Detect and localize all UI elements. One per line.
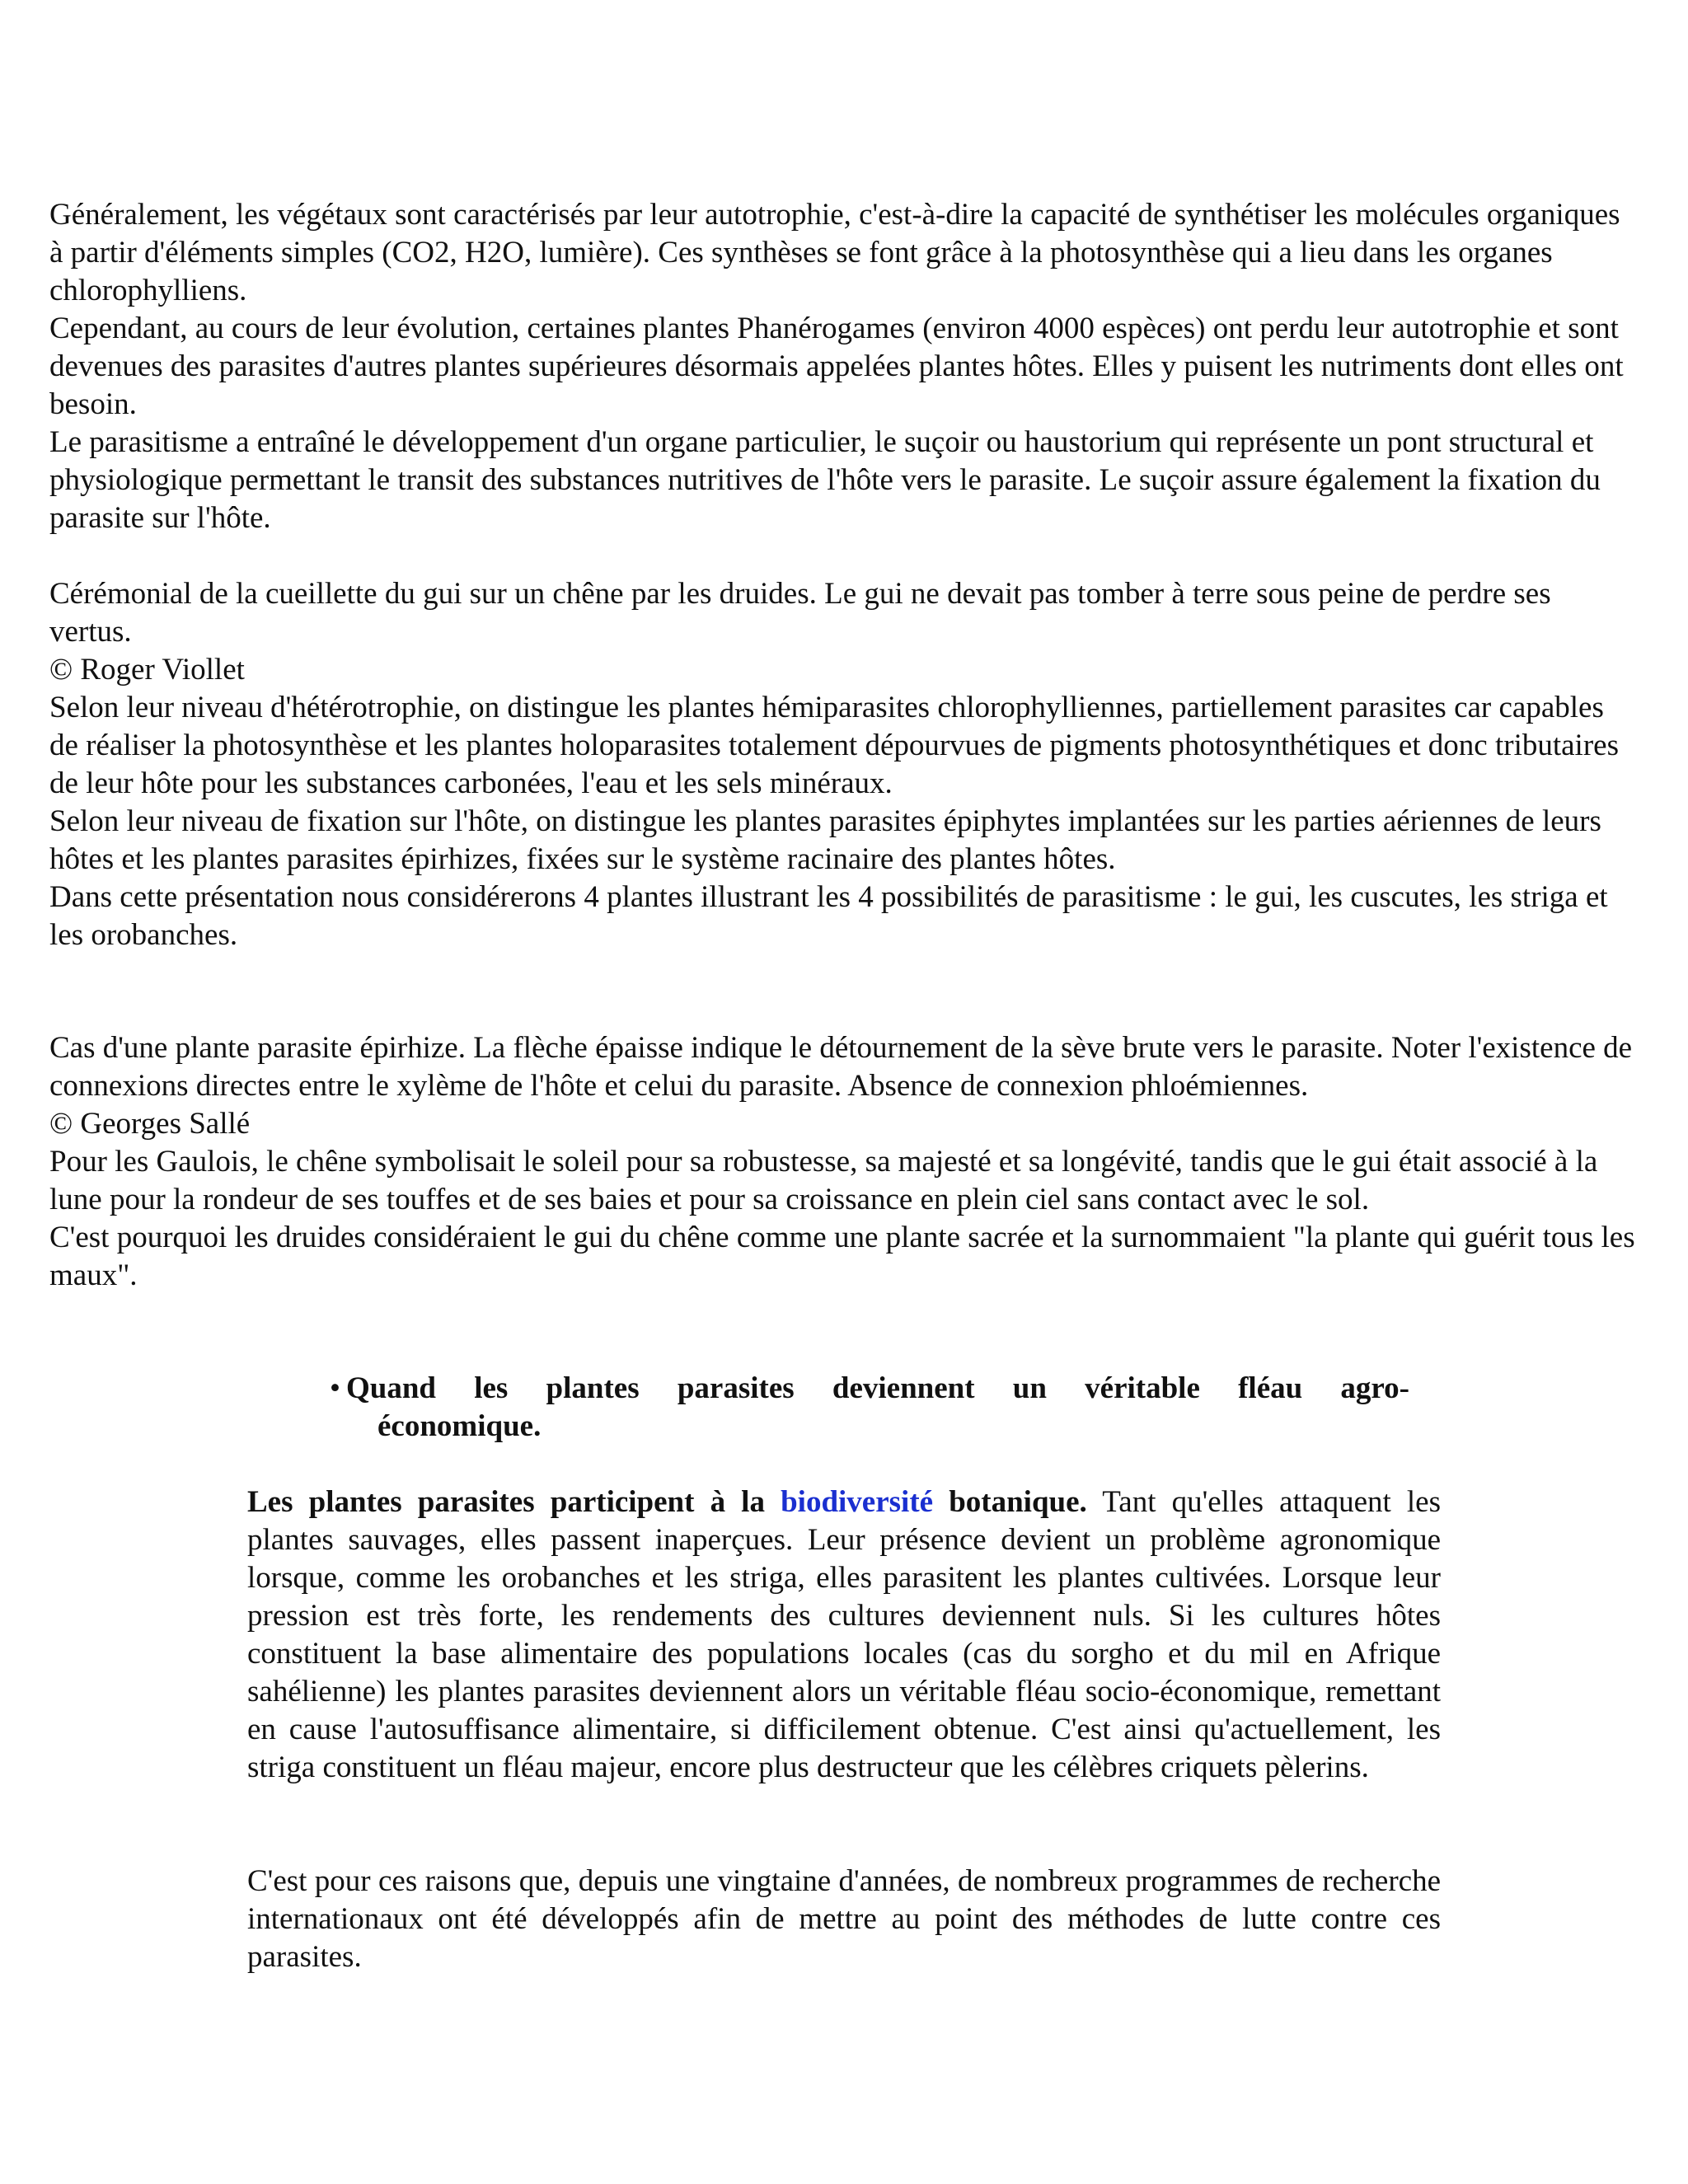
fixation-paragraph: Selon leur niveau de fixation sur l'hôte, on distingue les plantes parasites épiphytes implantées sur les parties aériennes de leurs hôtes et les plantes parasites épirhizes, fixées sur le système racinaire des plantes hôtes.: [49, 804, 1601, 876]
article-paragraph-1: [247, 1483, 1441, 1787]
article-paragraph-2: [247, 1863, 1441, 1976]
article-lead-bold-1: Les plantes parasites participent à la: [247, 1485, 765, 1519]
intro-paragraph-evolution: Cependant, au cours de leur évolution, certaines plantes Phanérogames (environ 4000 espèces) ont perdu leur autotrophie et sont devenues des parasites d'autres plantes supérieures désormais appelées plantes hôtes. Elles y puisent les nutriments dont elles ont besoin.: [49, 312, 1624, 421]
article-lead-bold-2: botanique.: [949, 1485, 1087, 1519]
epirhize-image-credit: © Georges Sallé: [49, 1107, 251, 1141]
heterotrophie-paragraph: Selon leur niveau d'hétérotrophie, on distingue les plantes hémiparasites chlorophylliennes, partiellement parasites car capables de réaliser la photosynthèse et les plantes holoparasites totalement dépourvues de pigments photosynthétiques et donc tributaires de leur hôte pour les substances carbonées, l'eau et les sels minéraux.: [49, 691, 1619, 800]
section-heading: [330, 1370, 1409, 1446]
druides-paragraph: C'est pourquoi les druides considéraient le gui du chêne comme une plante sacrée et la surnommaient "la plante qui guérit tous les maux".: [49, 1221, 1635, 1292]
section-heading-line1: Quand les plantes parasites deviennent un véritable fléau agro-: [346, 1371, 1409, 1405]
biodiversite-link[interactable]: biodiversité: [781, 1485, 934, 1519]
intro-section: [49, 196, 1640, 537]
intro-paragraph-parasitisme: Le parasitisme a entraîné le développement d'un organe particulier, le suçoir ou haustorium qui représente un pont structural et physiologique permettant le transit des substances nutritives de l'hôte vers le parasite. Le suçoir assure également la fixation du parasite sur l'hôte.: [49, 425, 1601, 535]
bullet-icon: •: [330, 1371, 340, 1405]
epirhize-image-caption: Cas d'une plante parasite épirhize. La flèche épaisse indique le détournement de la sève brute vers le parasite. Noter l'existence de connexions directes entre le xylème de l'hôte et celui du parasite. Absence de connexion phloémiennes.: [49, 1031, 1633, 1103]
epirhize-section: [49, 1029, 1640, 1295]
article-body-1: Tant qu'elles attaquent les plantes sauvages, elles passent inaperçues. Leur présence devient un problème agronomique lorsque, comme les orobanches et les striga, elles parasitent les plantes cultivées. Lorsque leur pression est très forte, les rendements des cultures deviennent nuls. Si les cultures hôtes constituent la base alimentaire des populations locales (cas du sorgho et du mil en Afrique sahélienne) les plantes parasites deviennent alors un véritable fléau socio-économique, remettant en cause l'autosuffisance alimentaire, si difficilement obtenue. C'est ainsi qu'actuellement, les striga constituent un fléau majeur, encore plus destructeur que les célèbres criquets pèlerins.: [247, 1485, 1441, 1784]
druid-image-credit: © Roger Viollet: [49, 653, 245, 687]
intro-paragraph-autotrophie: Généralement, les végétaux sont caractérisés par leur autotrophie, c'est-à-dire la capacité de synthétiser les molécules organiques à partir d'éléments simples (CO2, H2O, lumière). Ces synthèses se font grâce à la photosynthèse qui a lieu dans les organes chlorophylliens.: [49, 198, 1620, 307]
article-paragraph-1-text: [247, 1483, 1441, 1787]
druid-section: [49, 575, 1640, 954]
article-body-2: C'est pour ces raisons que, depuis une vingtaine d'années, de nombreux programmes de recherche internationaux ont été développés afin de mettre au point des méthodes de lutte contre ces parasites.: [247, 1864, 1441, 1974]
section-heading-text: [346, 1370, 1409, 1446]
druid-image-caption: Cérémonial de la cueillette du gui sur un chêne par les druides. Le gui ne devait pas tomber à terre sous peine de perdre ses vertus.: [49, 577, 1551, 649]
gaulois-paragraph: Pour les Gaulois, le chêne symbolisait le soleil pour sa robustesse, sa majesté et sa longévité, tandis que le gui était associé à la lune pour la rondeur de ses touffes et de ses baies et pour sa croissance en plein ciel sans contact avec le sol.: [49, 1145, 1598, 1216]
presentation-paragraph: Dans cette présentation nous considérerons 4 plantes illustrant les 4 possibilités de parasitisme : le gui, les cuscutes, les striga et les orobanches.: [49, 880, 1608, 952]
section-heading-line2: économique.: [377, 1409, 542, 1443]
